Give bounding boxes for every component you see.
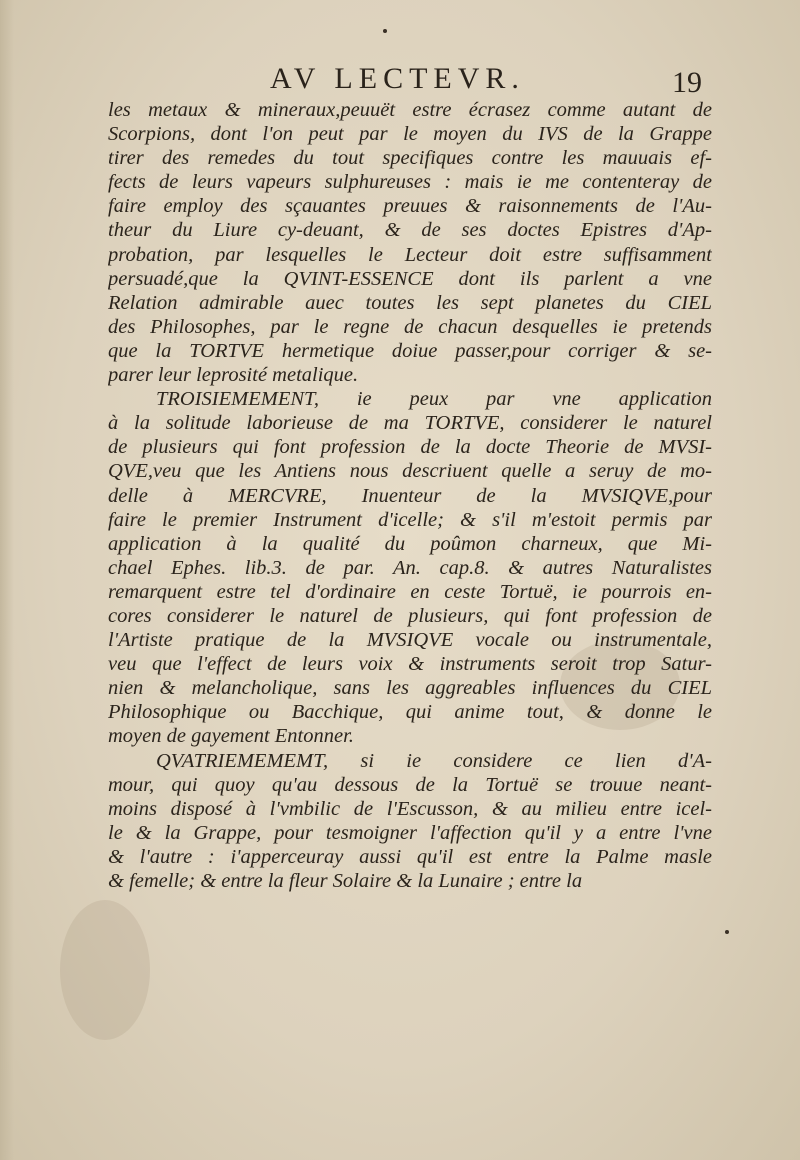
page-number: 19 bbox=[672, 66, 702, 99]
text-line: cores considerer le naturel de plusieurs, qui font profession de bbox=[108, 604, 712, 627]
body-text bbox=[108, 98, 712, 893]
text-line: mour, qui quoy qu'au dessous de la Tortuë se trouue neant- bbox=[108, 773, 712, 796]
text-line: Philosophique ou Bacchique, qui anime tout, & donne le bbox=[108, 701, 712, 724]
paper-stain bbox=[60, 900, 150, 1040]
page-edge-shadow bbox=[0, 0, 14, 1160]
text-line: que la TORTVE hermetique doiue passer,pour corriger & se- bbox=[108, 339, 712, 362]
text-line: moins disposé à l'vmbilic de l'Escusson, & au milieu entre icel- bbox=[108, 797, 712, 820]
ink-speck bbox=[725, 930, 729, 934]
text-line: Relation admirable auec toutes les sept planetes du CIEL bbox=[108, 291, 712, 314]
text-line: nien & melancholique, sans les aggreables influences du CIEL bbox=[108, 677, 712, 700]
text-line: fects de leurs vapeurs sulphureuses : mais ie me contenteray de bbox=[108, 171, 712, 194]
text-line: QVE,veu que les Antiens nous descriuent quelle a seruy de mo- bbox=[108, 460, 712, 483]
text-line: delle à MERCVRE, Inuenteur de la MVSIQVE,pour bbox=[108, 484, 712, 507]
text-line: à la solitude laborieuse de ma TORTVE, considerer le naturel bbox=[108, 412, 712, 435]
ink-speck bbox=[383, 29, 387, 33]
text-line: les metaux & mineraux,peuuët estre écrasez comme autant de bbox=[108, 99, 712, 121]
text-line: Scorpions, dont l'on peut par le moyen du IVS de la Grappe bbox=[108, 123, 712, 146]
text-line: veu que l'effect de leurs voix & instruments seroit trop Satur- bbox=[108, 653, 712, 676]
text-line: parer leur leprosité metalique. bbox=[108, 364, 359, 387]
text-line: TROISIEMEMENT, ie peux par vne application bbox=[156, 388, 712, 411]
text-line: persuadé,que la QVINT-ESSENCE dont ils parlent a vne bbox=[108, 267, 712, 290]
text-line: le & la Grappe, pour tesmoigner l'affection qu'il y a entre l'vne bbox=[108, 821, 712, 844]
text-line: remarquent estre tel d'ordinaire en ceste Tortuë, ie pourrois en- bbox=[108, 580, 712, 603]
text-line: moyen de gayement Entonner. bbox=[108, 725, 354, 748]
running-title: AV LECTEVR. bbox=[270, 62, 525, 95]
text-line: chael Ephes. lib.3. de par. An. cap.8. & autres Naturalistes bbox=[108, 556, 712, 579]
text-line: probation, par lesquelles le Lecteur doit estre suffisamment bbox=[108, 243, 712, 266]
text-line: application à la qualité du poûmon charneux, que Mi- bbox=[108, 532, 712, 555]
text-line: QVATRIEMEMEMT, si ie considere ce lien d'A- bbox=[156, 749, 712, 772]
text-line: & l'autre : i'apperceuray aussi qu'il est entre la Palme masle bbox=[108, 845, 712, 868]
text-line: l'Artiste pratique de la MVSIQVE vocale ou instrumentale, bbox=[108, 629, 712, 652]
text-line: tirer des remedes du tout specifiques contre les mauuais ef- bbox=[108, 147, 712, 170]
text-line: des Philosophes, par le regne de chacun desquelles ie pretends bbox=[108, 315, 712, 338]
text-line: de plusieurs qui font profession de la docte Theorie de MVSI- bbox=[108, 436, 712, 459]
text-line: & femelle; & entre la fleur Solaire & la Lunaire ; entre la bbox=[108, 870, 583, 892]
page-header bbox=[0, 62, 800, 102]
text-line: faire employ des sçauantes preuues & raisonnements de l'Au- bbox=[108, 195, 712, 218]
text-line: theur du Liure cy-deuant, & de ses doctes Epistres d'Ap- bbox=[108, 219, 712, 242]
text-line: faire le premier Instrument d'icelle; & s'il m'estoit permis par bbox=[108, 508, 712, 531]
